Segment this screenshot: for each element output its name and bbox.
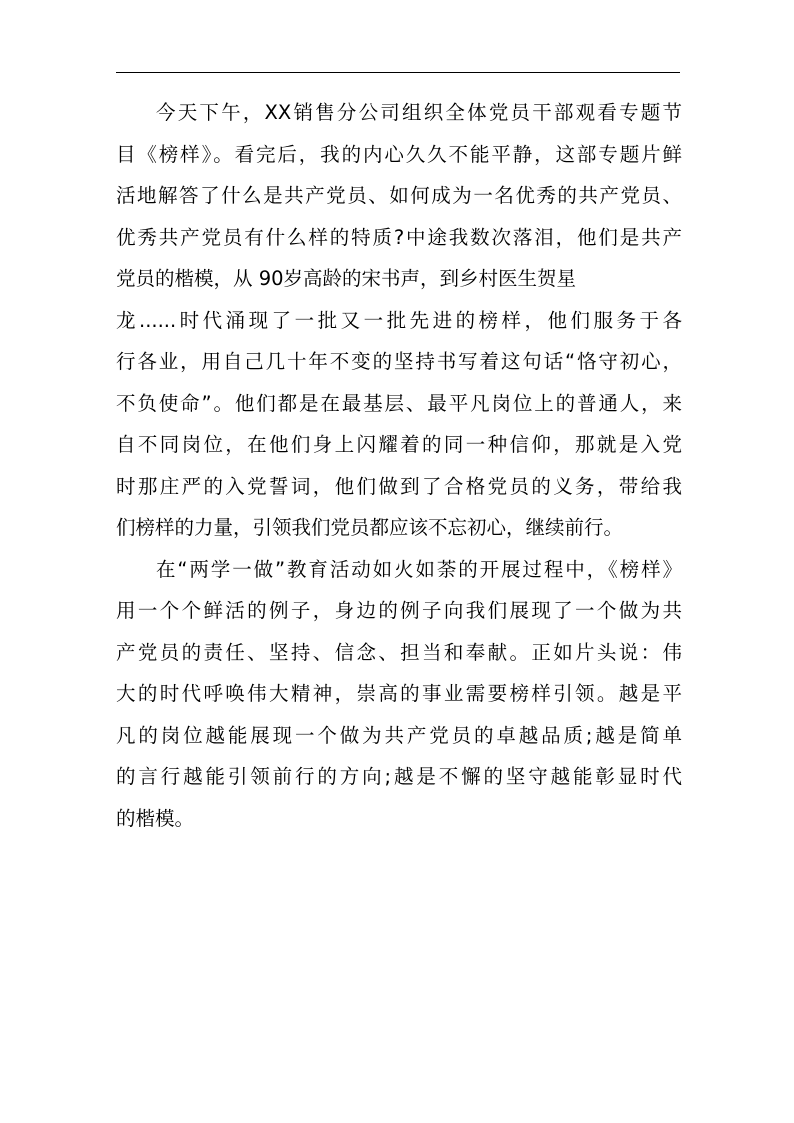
text-line: 行各业，用自己几十年不变的坚持书写着这句话“恪守初心，	[116, 350, 682, 373]
paragraph-1	[116, 92, 682, 549]
text-line: 凡的岗位越能展现一个做为共产党员的卓越品质;越是简单	[116, 723, 682, 747]
text-line: 党员的楷模，从 90岁高龄的宋书声，到乡村医生贺星	[116, 267, 577, 290]
text-line: 不负使命”。他们都是在最基层、最平凡岗位上的普通人，来	[116, 391, 682, 415]
paragraph-2	[116, 549, 682, 840]
header-rule	[116, 72, 680, 73]
text-line: 目《榜样》。看完后，我的内心久久不能平静，这部专题片鲜	[116, 142, 682, 166]
text-line: 在“两学一做”教育活动如火如荼的开展过程中，《榜样》	[156, 557, 682, 581]
text-line: 自不同岗位，在他们身上闪耀着的同一种信仰，那就是入党	[116, 433, 682, 456]
text-line: 大的时代呼唤伟大精神，崇高的事业需要榜样引领。越是平	[116, 682, 682, 705]
text-line: 的楷模。	[116, 806, 195, 830]
document-body	[116, 92, 682, 839]
text-line: 时那庄严的入党誓词，他们做到了合格党员的义务，带给我	[116, 474, 682, 498]
text-line: 的言行越能引领前行的方向;越是不懈的坚守越能彰显时代	[116, 765, 682, 788]
text-line: 产党员的责任、坚持、信念、担当和奉献。正如片头说：伟	[116, 640, 682, 664]
text-line: 优秀共产党员有什么样的特质?中途我数次落泪，他们是共产	[116, 225, 682, 249]
text-line: 今天下午，XX销售分公司组织全体党员干部观看专题节	[156, 101, 682, 124]
text-line: 龙......时代涌现了一批又一批先进的榜样，他们服务于各	[116, 308, 682, 332]
text-line: 用一个个鲜活的例子，身边的例子向我们展现了一个做为共	[116, 599, 682, 622]
text-line: 们榜样的力量，引领我们党员都应该不忘初心，继续前行。	[116, 516, 624, 539]
text-line: 活地解答了什么是共产党员、如何成为一名优秀的共产党员、	[116, 184, 682, 207]
